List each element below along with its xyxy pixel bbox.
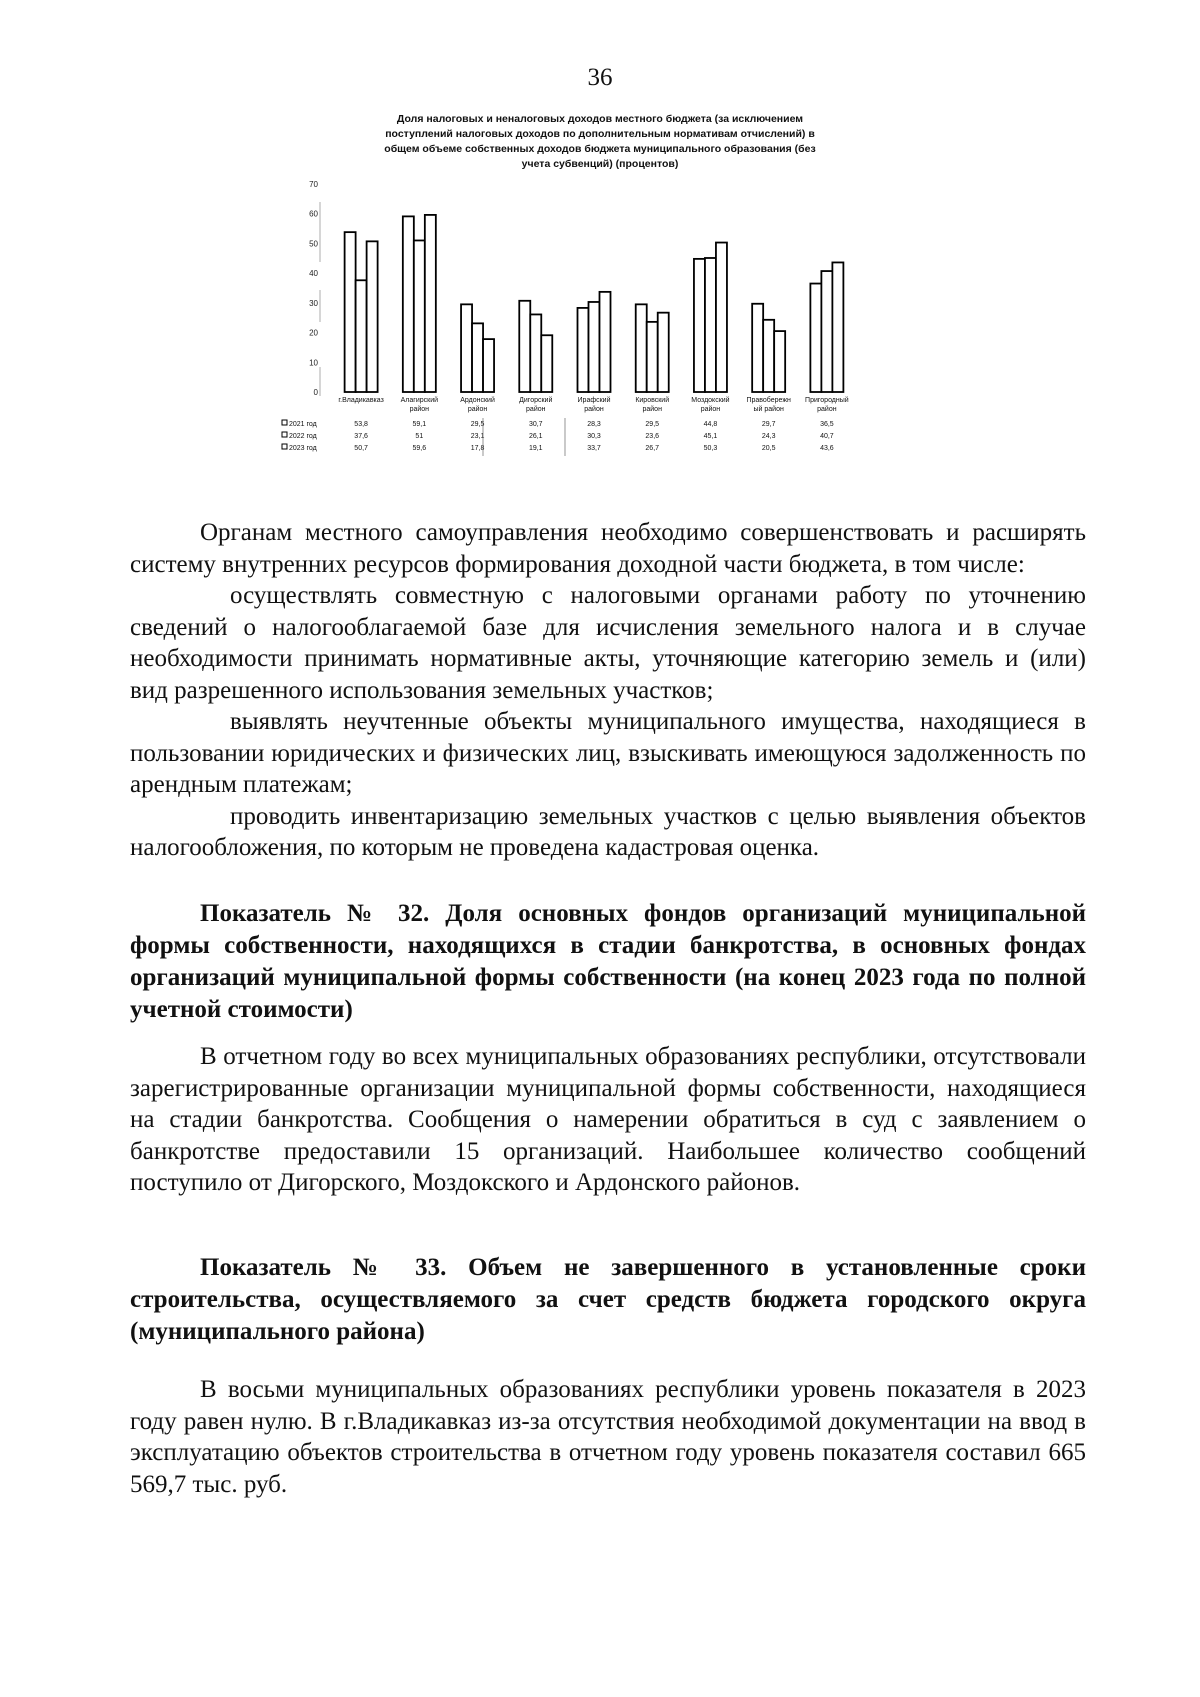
data-table-value: 26,1	[528, 433, 543, 440]
data-table-value: 44,8	[703, 421, 718, 428]
legend-swatch	[282, 432, 287, 437]
indicator-33-heading	[130, 1252, 1086, 1348]
indicator-33-body	[130, 1374, 1086, 1500]
data-table-value: 23,1	[470, 433, 485, 440]
bar	[472, 323, 483, 392]
bar	[461, 304, 472, 392]
data-table-value: 30,7	[528, 421, 543, 428]
bar	[636, 304, 647, 392]
y-tick-label: 10	[309, 358, 318, 368]
bar	[600, 292, 611, 392]
x-category-label: район	[642, 406, 662, 413]
bar	[705, 258, 716, 392]
x-category-label: ый район	[753, 406, 784, 413]
data-table-value: 19,1	[528, 445, 543, 452]
bar	[589, 302, 600, 392]
x-category-label: Алагирский	[400, 397, 439, 404]
x-category-label: Правобережн	[746, 397, 791, 404]
x-category-label: район	[700, 406, 721, 413]
y-tick-label: 20	[309, 328, 318, 338]
x-category-label: Кировский	[635, 397, 670, 404]
data-table-value: 28,3	[587, 421, 601, 428]
x-category-label: район	[817, 406, 837, 413]
x-category-label: район	[584, 406, 604, 413]
data-table-value: 53,8	[354, 421, 368, 428]
paragraph-item-3: проводить инвентаризацию земельных участков с целью выявления объектов налогообложения, по которым не проведена кадастровая оценка.	[130, 802, 1086, 861]
data-table-value: 29,5	[645, 421, 660, 428]
data-table-value: 51	[415, 433, 424, 440]
data-table-value: 59,1	[412, 421, 427, 428]
y-tick-label: 30	[309, 298, 318, 308]
paragraph-item-1: осуществлять совместную с налоговыми органами работу по уточнению сведений о налогооблагаемой базе для исчисления земельного налога и в случае необходимости принимать нормативные акты, уточняющие категорию земель и (или) вид разрешенного использования земельных участков;	[130, 582, 1086, 704]
bar	[810, 284, 821, 392]
bar	[647, 322, 658, 392]
bar	[832, 262, 843, 392]
data-table-value: 45,1	[703, 433, 718, 440]
chart-title-line: общем объеме собственных доходов бюджета муниципального образования (без	[384, 143, 816, 155]
data-table-value: 37,6	[354, 433, 368, 440]
data-table-value: 17,8	[470, 445, 485, 452]
page-number: 36	[587, 64, 613, 91]
y-tick-label: 40	[309, 269, 318, 279]
x-category-label: Ирафский	[577, 397, 611, 404]
bar	[774, 331, 785, 392]
bar	[356, 280, 367, 392]
bar	[483, 339, 494, 392]
y-tick-label: 60	[309, 209, 318, 219]
data-table-value: 33,7	[587, 445, 601, 452]
bar-chart	[280, 112, 920, 508]
chart-title-line: Доля налоговых и неналоговых доходов местного бюджета (за исключением	[396, 113, 804, 125]
paragraph-intro: Органам местного самоуправления необходимо совершенствовать и расширять систему внутренних ресурсов формирования доходной части бюджета, в том числе:	[130, 519, 1086, 578]
x-category-label: г.Владикавказ	[338, 397, 384, 404]
legend-swatch	[282, 444, 287, 449]
data-table-value: 24,3	[761, 433, 776, 440]
data-table-value: 40,7	[820, 433, 834, 440]
indicator-33-heading-text: Показатель № 33. Объем не завершенного в установленные сроки строительства, осуществляемого за счет средств бюджета городского округа (муниципального района)	[130, 1254, 1086, 1345]
x-category-label: Дигорский	[519, 397, 553, 404]
bar	[578, 308, 589, 392]
bar	[716, 243, 727, 392]
data-table-value: 50,3	[703, 445, 718, 452]
y-tick-label: 0	[313, 388, 318, 397]
chart-title-line: поступлений налоговых доходов по дополнительным нормативам отчислений) в	[385, 128, 815, 140]
x-category-label: Моздокский	[691, 397, 730, 404]
legend-label: 2023 год	[289, 445, 317, 452]
x-category-label: район	[409, 406, 430, 413]
bar	[763, 320, 774, 392]
recommendations-block	[130, 517, 1086, 864]
x-category-label: Пригородный	[805, 397, 849, 404]
indicator-32-body	[130, 1041, 1086, 1199]
bar	[530, 314, 541, 392]
paragraph-indicator-32: В отчетном году во всех муниципальных образованиях республики, отсутствовали зарегистрированные организации муниципальной формы собственности, находящиеся на стадии банкротства. Сообщения о намерении обратиться в суд с заявлением о банкротстве предоставили 15 организаций. Наибольшее количество сообщений поступило от Дигорского, Моздокского и Ардонского районов.	[130, 1043, 1086, 1196]
data-table-value: 59,6	[412, 445, 427, 452]
chart-title-line: учета субвенций) (процентов)	[521, 158, 679, 170]
data-table-value: 23,6	[645, 433, 660, 440]
data-table-value: 43,6	[820, 445, 834, 452]
legend-label: 2022 год	[289, 433, 317, 440]
bar	[694, 259, 705, 392]
bar	[658, 313, 669, 392]
bar	[821, 271, 832, 392]
x-category-label: район	[526, 406, 546, 413]
x-category-label: Ардонский	[460, 397, 495, 404]
chart-svg	[280, 112, 920, 508]
bar	[403, 216, 414, 392]
bar	[541, 335, 552, 392]
bar	[752, 304, 763, 392]
data-table-value: 20,5	[761, 445, 776, 452]
y-tick-label: 70	[309, 180, 318, 189]
legend-label: 2021 год	[289, 421, 317, 428]
x-category-label: район	[467, 406, 488, 413]
paragraph-item-2: выявлять неучтенные объекты муниципального имущества, находящиеся в пользовании юридических и физических лиц, взыскивать имеющуюся задолженность по арендным платежам;	[130, 708, 1086, 798]
bar	[345, 232, 356, 392]
data-table-value: 30,3	[587, 433, 601, 440]
y-tick-label: 50	[309, 239, 318, 249]
indicator-32-heading-text: Показатель № 32. Доля основных фондов организаций муниципальной формы собственности, находящихся в стадии банкротства, в основных фондах организаций муниципальной формы собственности (на конец 2023 года по полной учетной стоимости)	[130, 900, 1086, 1023]
bar	[519, 301, 530, 392]
data-table-value: 29,7	[761, 421, 776, 428]
data-table-value: 36,5	[820, 421, 834, 428]
data-table-value: 50,7	[354, 445, 368, 452]
bar	[367, 241, 378, 392]
paragraph-indicator-33: В восьми муниципальных образованиях республики уровень показателя в 2023 году равен нулю. В г.Владикавказ из-за отсутствия необходимой документации на ввод в эксплуатацию объектов строительства в отчетном году уровень показателя составил 665 569,7 тыс. руб.	[130, 1376, 1086, 1498]
bar	[414, 240, 425, 392]
legend-swatch	[282, 420, 287, 425]
data-table-value: 26,7	[645, 445, 660, 452]
bar	[425, 215, 436, 392]
indicator-32-heading	[130, 898, 1086, 1026]
data-table-value: 29,5	[470, 421, 485, 428]
